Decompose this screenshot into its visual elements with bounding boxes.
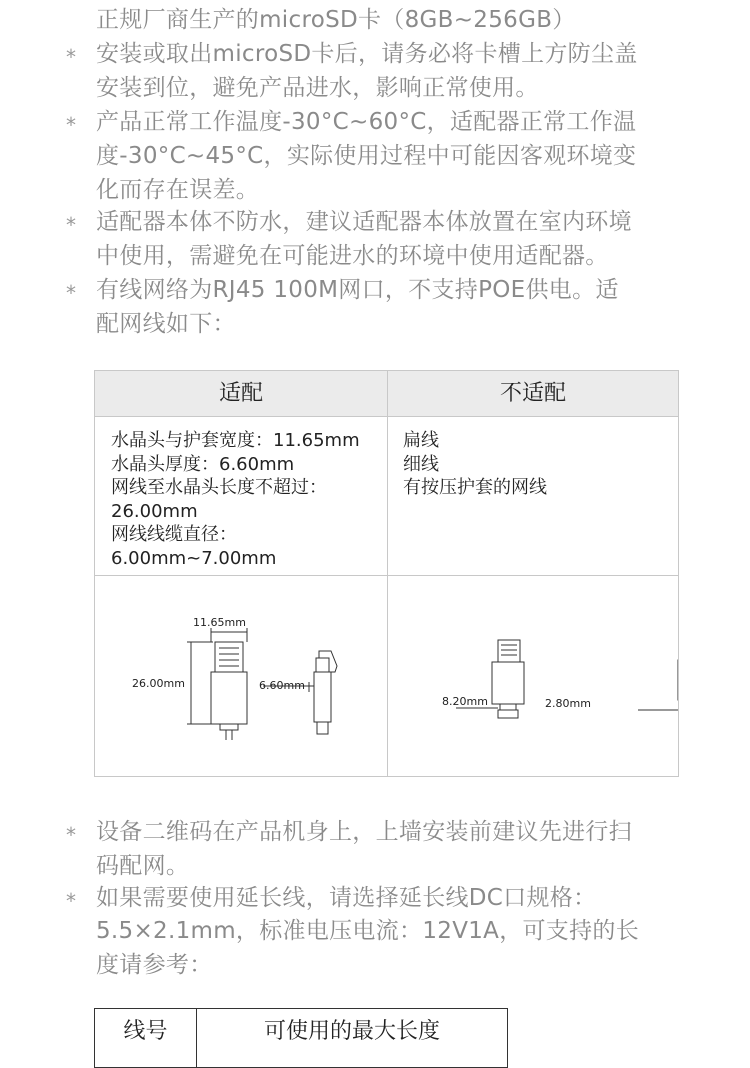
note-line: 度-30°C~45°C，实际使用过程中可能因客观环境变 — [96, 143, 637, 169]
note-line: 配网线如下： — [96, 311, 236, 337]
bullet-star-icon: * — [66, 113, 76, 137]
spec-line: 6.00mm~7.00mm — [111, 547, 277, 569]
note-line: 产品正常工作温度-30°C~60°C，适配器正常工作温 — [96, 109, 637, 135]
cable-compat-table — [94, 370, 679, 777]
thickness-dimension-label: 6.60mm — [259, 679, 305, 692]
note-line: 安装到位，避免产品进水，影响正常使用。 — [96, 75, 539, 101]
width-dimension-label: 11.65mm — [193, 616, 246, 629]
header-cable-gauge: 线号 — [95, 1009, 197, 1067]
note-line: 化而存在误差。 — [96, 177, 260, 203]
incompatible-item: 有按压护套的网线 — [403, 477, 547, 498]
bullet-star-icon: * — [66, 889, 76, 913]
cable-length-table — [94, 1008, 508, 1068]
spec-line: 26.00mm — [111, 500, 198, 522]
note-line: 5.5×2.1mm，标准电压电流：12V1A，可支持的长 — [96, 918, 640, 944]
bullet-star-icon: * — [66, 213, 76, 237]
note-line: 有线网络为RJ45 100M网口，不支持POE供电。适 — [96, 277, 619, 303]
bullet-star-icon: * — [66, 823, 76, 847]
thin-cable-dimension-label: 2.80mm — [545, 697, 591, 710]
bullet-star-icon: * — [66, 281, 76, 305]
spec-line: 水晶头厚度：6.60mm — [111, 453, 295, 475]
note-line: 码配网。 — [96, 853, 190, 879]
header-compatible: 适配 — [95, 371, 387, 417]
bullet-star-icon: * — [66, 45, 76, 69]
incompatible-item: 细线 — [403, 453, 439, 475]
spec-line: 水晶头与护套宽度：11.65mm — [111, 430, 360, 451]
spec-line: 网线至水晶头长度不超过： — [111, 477, 327, 498]
flat-cable-dimension-label: 8.20mm — [442, 695, 488, 708]
note-line: 设备二维码在产品机身上，上墙安装前建议先进行扫 — [96, 819, 632, 845]
incompatible-plug-diagram — [388, 576, 678, 776]
incompatible-list-text — [403, 429, 547, 500]
note-line: 安装或取出microSD卡后，请务必将卡槽上方防尘盖 — [96, 41, 638, 67]
note-line: 如果需要使用延长线，请选择延长线DC口规格： — [96, 885, 597, 911]
incompatible-item: 扁线 — [403, 430, 439, 451]
note-line: 度请参考： — [96, 952, 213, 978]
compatible-spec-text — [111, 429, 360, 570]
header-max-length: 可使用的最大长度 — [263, 1019, 440, 1044]
note-line: 中使用，需避免在可能进水的环境中使用适配器。 — [96, 243, 609, 269]
compatible-plug-diagram — [95, 576, 387, 776]
note-line: 适配器本体不防水，建议适配器本体放置在室内环境 — [96, 209, 632, 235]
length-dimension-label: 26.00mm — [132, 677, 185, 690]
spec-line: 网线线缆直径： — [111, 524, 237, 545]
header-incompatible: 不适配 — [388, 371, 678, 417]
note-line: 正规厂商生产的microSD卡（8GB~256GB） — [96, 7, 576, 33]
